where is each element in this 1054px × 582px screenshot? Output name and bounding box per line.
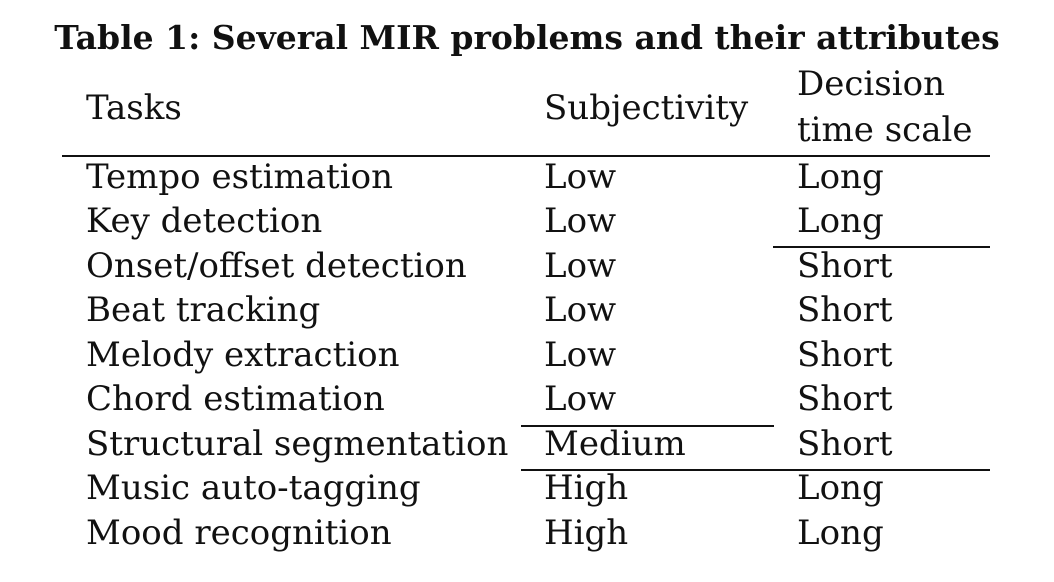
subjectivity-cell: Low <box>544 246 617 286</box>
time-scale-cell: Short <box>797 379 893 419</box>
subjectivity-cell: Low <box>544 157 617 197</box>
subjectivity-cell: High <box>544 513 629 553</box>
task-cell: Music auto-tagging <box>86 468 421 508</box>
subjectivity-cell: High <box>544 468 629 508</box>
time-scale-cell: Short <box>797 335 893 375</box>
header-decision-line1: Decision <box>797 64 945 104</box>
task-cell: Onset/offset detection <box>86 246 467 286</box>
time-scale-cell: Short <box>797 246 893 286</box>
table-caption: Table 1: Several MIR problems and their attributes <box>54 18 1000 57</box>
time-scale-cell: Long <box>797 201 884 241</box>
header-subjectivity: Subjectivity <box>544 88 749 128</box>
subjectivity-cell: Low <box>544 201 617 241</box>
subjectivity-cell: Low <box>544 290 617 330</box>
subjectivity-cell: Low <box>544 379 617 419</box>
time-scale-cell: Short <box>797 290 893 330</box>
time-scale-cell: Long <box>797 513 884 553</box>
time-scale-cell: Long <box>797 468 884 508</box>
header-tasks: Tasks <box>86 88 182 128</box>
time-scale-cell: Short <box>797 424 893 464</box>
task-cell: Chord estimation <box>86 379 385 419</box>
task-cell: Tempo estimation <box>86 157 393 197</box>
task-cell: Mood recognition <box>86 513 392 553</box>
task-cell: Beat tracking <box>86 290 321 330</box>
task-cell: Structural segmentation <box>86 424 509 464</box>
subjectivity-cell: Medium <box>544 424 686 464</box>
header-decision-line2: time scale <box>797 110 973 150</box>
task-cell: Key detection <box>86 201 323 241</box>
task-cell: Melody extraction <box>86 335 400 375</box>
time-scale-cell: Long <box>797 157 884 197</box>
subjectivity-cell: Low <box>544 335 617 375</box>
